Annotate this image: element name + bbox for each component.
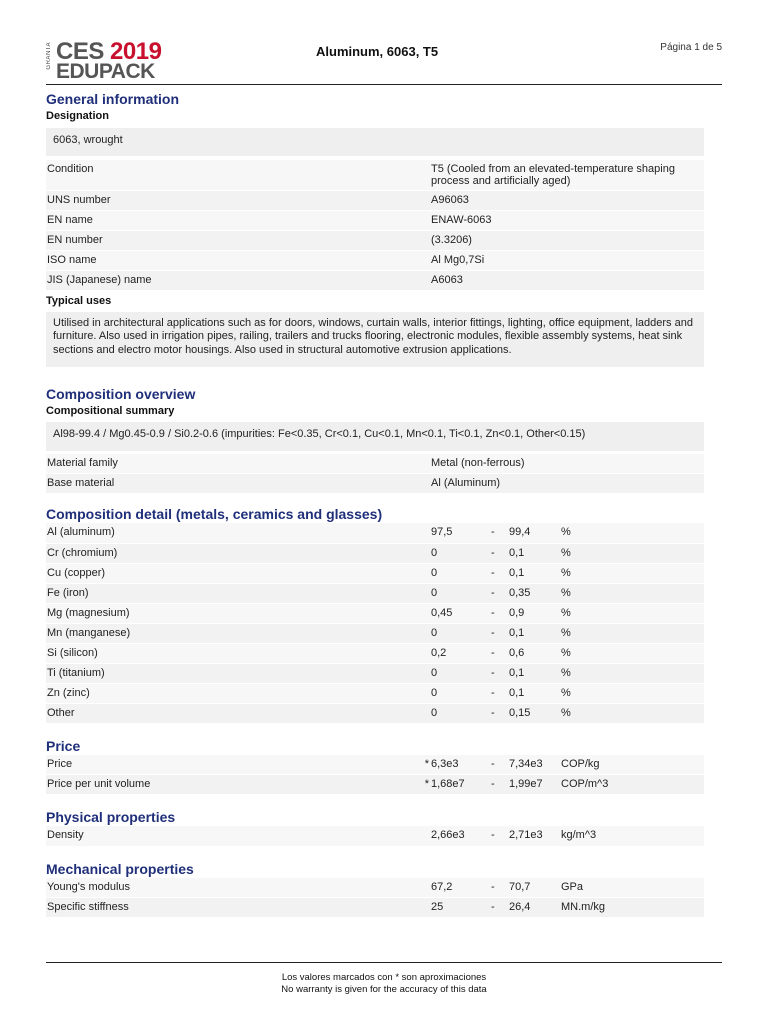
logo-side-text: GRANTA [46, 42, 52, 70]
range-high-value: 0,1 [509, 683, 561, 703]
range-separator: - [491, 683, 509, 703]
property-label: Price [46, 755, 415, 775]
property-label: Other [46, 703, 415, 723]
range-low-value: 97,5 [431, 523, 491, 543]
unit-label: % [561, 523, 704, 543]
range-low-value: 0,2 [431, 643, 491, 663]
logo-ces-word: CES [56, 38, 104, 65]
property-label: Zn (zinc) [46, 683, 415, 703]
property-label: Density [46, 826, 415, 846]
unit-label: COP/kg [561, 755, 704, 775]
range-high-value: 0,6 [509, 643, 561, 663]
unit-label: MN.m/kg [561, 898, 704, 918]
property-label: Material family [46, 454, 415, 474]
table-row [46, 523, 704, 543]
property-label: Young's modulus [46, 878, 415, 898]
property-label: Price per unit volume [46, 775, 415, 795]
property-label: Cu (copper) [46, 563, 415, 583]
unit-label: GPa [561, 878, 704, 898]
composition-overview-title: Composition overview [46, 386, 196, 402]
property-label: EN number [46, 230, 415, 250]
range-separator: - [491, 643, 509, 663]
range-high-value: 99,4 [509, 523, 561, 543]
designation-label: Designation [46, 110, 109, 122]
property-label: UNS number [46, 190, 415, 210]
unit-label: % [561, 643, 704, 663]
approximation-marker [415, 523, 431, 543]
approximation-marker [415, 703, 431, 723]
table-row [46, 898, 704, 918]
footer-approximation-note: Los valores marcados con * son aproximaciones [281, 972, 487, 983]
approximation-marker: * [415, 755, 431, 775]
approximation-marker: * [415, 775, 431, 795]
table-row [46, 160, 704, 191]
approximation-marker [415, 603, 431, 623]
property-label: Mg (magnesium) [46, 603, 415, 623]
range-high-value: 2,71e3 [509, 826, 561, 846]
unit-label: % [561, 623, 704, 643]
range-low-value: 0,45 [431, 603, 491, 623]
range-low-value: 25 [431, 898, 491, 918]
table-row [46, 210, 704, 230]
range-separator: - [491, 775, 509, 795]
range-low-value: 0 [431, 563, 491, 583]
property-label: Base material [46, 474, 415, 494]
range-separator: - [491, 543, 509, 563]
property-value: ENAW-6063 [415, 210, 704, 230]
compositional-summary-text: Al98-99.4 / Mg0.45-0.9 / Si0.2-0.6 (impurities: Fe<0.35, Cr<0.1, Cu<0.1, Mn<0.1, Ti<0.1, Zn<0.1, Other<0.15) [46, 422, 704, 451]
property-label: Specific stiffness [46, 898, 415, 918]
general-info-table [46, 160, 704, 291]
property-value: T5 (Cooled from an elevated-temperature shaping process and artificially aged) [415, 160, 704, 191]
composition-overview-table [46, 454, 704, 495]
range-low-value: 6,3e3 [431, 755, 491, 775]
property-value: A96063 [415, 190, 704, 210]
property-label: Condition [46, 160, 415, 191]
logo-edupack-text: EDUPACK [56, 60, 155, 83]
table-row [46, 474, 704, 494]
property-value: Al Mg0,7Si [415, 250, 704, 270]
approximation-marker [415, 878, 431, 898]
approximation-marker [415, 826, 431, 846]
range-high-value: 0,1 [509, 663, 561, 683]
unit-label: % [561, 663, 704, 683]
range-high-value: 0,15 [509, 703, 561, 723]
range-high-value: 0,9 [509, 603, 561, 623]
range-high-value: 0,1 [509, 563, 561, 583]
typical-uses-label: Typical uses [46, 294, 112, 307]
mechanical-properties-table [46, 878, 704, 919]
unit-label: % [561, 563, 704, 583]
approximation-marker [415, 663, 431, 683]
general-information-title: General information [46, 91, 180, 107]
property-value: A6063 [415, 270, 704, 290]
range-low-value: 1,68e7 [431, 775, 491, 795]
range-low-value: 0 [431, 623, 491, 643]
mechanical-properties-title: Mechanical properties [46, 860, 194, 877]
physical-properties-table [46, 826, 704, 847]
range-high-value: 0,1 [509, 543, 561, 563]
document-title: Aluminum, 6063, T5 [316, 44, 439, 59]
range-low-value: 0 [431, 703, 491, 723]
table-row [46, 583, 704, 603]
range-separator: - [491, 523, 509, 543]
table-row [46, 663, 704, 683]
property-label: Ti (titanium) [46, 663, 415, 683]
table-row [46, 826, 704, 846]
range-high-value: 0,35 [509, 583, 561, 603]
page-footer [0, 972, 768, 996]
range-separator: - [491, 623, 509, 643]
unit-label: % [561, 683, 704, 703]
property-label: Mn (manganese) [46, 623, 415, 643]
unit-label: COP/m^3 [561, 775, 704, 795]
property-label: ISO name [46, 250, 415, 270]
range-low-value: 0 [431, 683, 491, 703]
property-label: Cr (chromium) [46, 543, 415, 563]
ces-edupack-logo [46, 40, 196, 82]
table-row [46, 878, 704, 898]
approximation-marker [415, 683, 431, 703]
range-separator: - [491, 603, 509, 623]
table-row [46, 190, 704, 210]
range-separator: - [491, 755, 509, 775]
range-separator: - [491, 826, 509, 846]
range-low-value: 67,2 [431, 878, 491, 898]
table-row [46, 683, 704, 703]
range-low-value: 2,66e3 [431, 826, 491, 846]
designation-value: 6063, wrought [46, 128, 704, 156]
range-high-value: 0,1 [509, 623, 561, 643]
unit-label: % [561, 603, 704, 623]
range-separator: - [491, 703, 509, 723]
property-label: JIS (Japanese) name [46, 270, 415, 290]
unit-label: % [561, 583, 704, 603]
range-separator: - [491, 563, 509, 583]
page-number: Página 1 de 5 [660, 42, 722, 53]
compositional-summary-label: Compositional summary [46, 405, 175, 417]
footer-divider [46, 962, 722, 963]
range-high-value: 7,34e3 [509, 755, 561, 775]
range-low-value: 0 [431, 543, 491, 563]
table-row [46, 775, 704, 795]
range-separator: - [491, 583, 509, 603]
approximation-marker [415, 643, 431, 663]
table-row [46, 543, 704, 563]
range-separator: - [491, 663, 509, 683]
table-row [46, 703, 704, 723]
composition-detail-table [46, 523, 704, 724]
range-low-value: 0 [431, 583, 491, 603]
property-label: Al (aluminum) [46, 523, 415, 543]
price-table [46, 755, 704, 796]
table-row [46, 623, 704, 643]
logo-year: 2019 [110, 38, 162, 65]
property-value: Al (Aluminum) [415, 474, 704, 494]
approximation-marker [415, 898, 431, 918]
range-separator: - [491, 878, 509, 898]
property-label: EN name [46, 210, 415, 230]
property-label: Fe (iron) [46, 583, 415, 603]
approximation-marker [415, 623, 431, 643]
range-high-value: 26,4 [509, 898, 561, 918]
typical-uses-text: Utilised in architectural applications such as for doors, windows, curtain walls, interior fittings, lighting, office equipment, ladders and furniture. Also used in irrigation pipes, railing, trailers and trucks flooring, electronic modules, flexible assembly systems, heat sink sections and electro motor housings. Also used in structural automotive extrusion applications. [46, 312, 704, 368]
property-label: Si (silicon) [46, 643, 415, 663]
unit-label: % [561, 703, 704, 723]
table-row [46, 755, 704, 775]
table-row [46, 563, 704, 583]
approximation-marker [415, 563, 431, 583]
table-row [46, 643, 704, 663]
property-value: Metal (non-ferrous) [415, 454, 704, 474]
table-row [46, 270, 704, 290]
approximation-marker [415, 543, 431, 563]
table-row [46, 230, 704, 250]
table-row [46, 454, 704, 474]
price-title: Price [46, 737, 81, 754]
table-row [46, 603, 704, 623]
physical-properties-title: Physical properties [46, 809, 176, 825]
range-low-value: 0 [431, 663, 491, 683]
range-high-value: 1,99e7 [509, 775, 561, 795]
property-value: (3.3206) [415, 230, 704, 250]
range-high-value: 70,7 [509, 878, 561, 898]
page-header [46, 38, 722, 85]
datasheet-content [46, 90, 704, 918]
table-row [46, 250, 704, 270]
range-separator: - [491, 898, 509, 918]
approximation-marker [415, 583, 431, 603]
unit-label: kg/m^3 [561, 826, 704, 846]
composition-detail-title: Composition detail (metals, ceramics and glasses) [46, 506, 383, 522]
footer-warranty-note: No warranty is given for the accuracy of this data [281, 984, 487, 995]
unit-label: % [561, 543, 704, 563]
